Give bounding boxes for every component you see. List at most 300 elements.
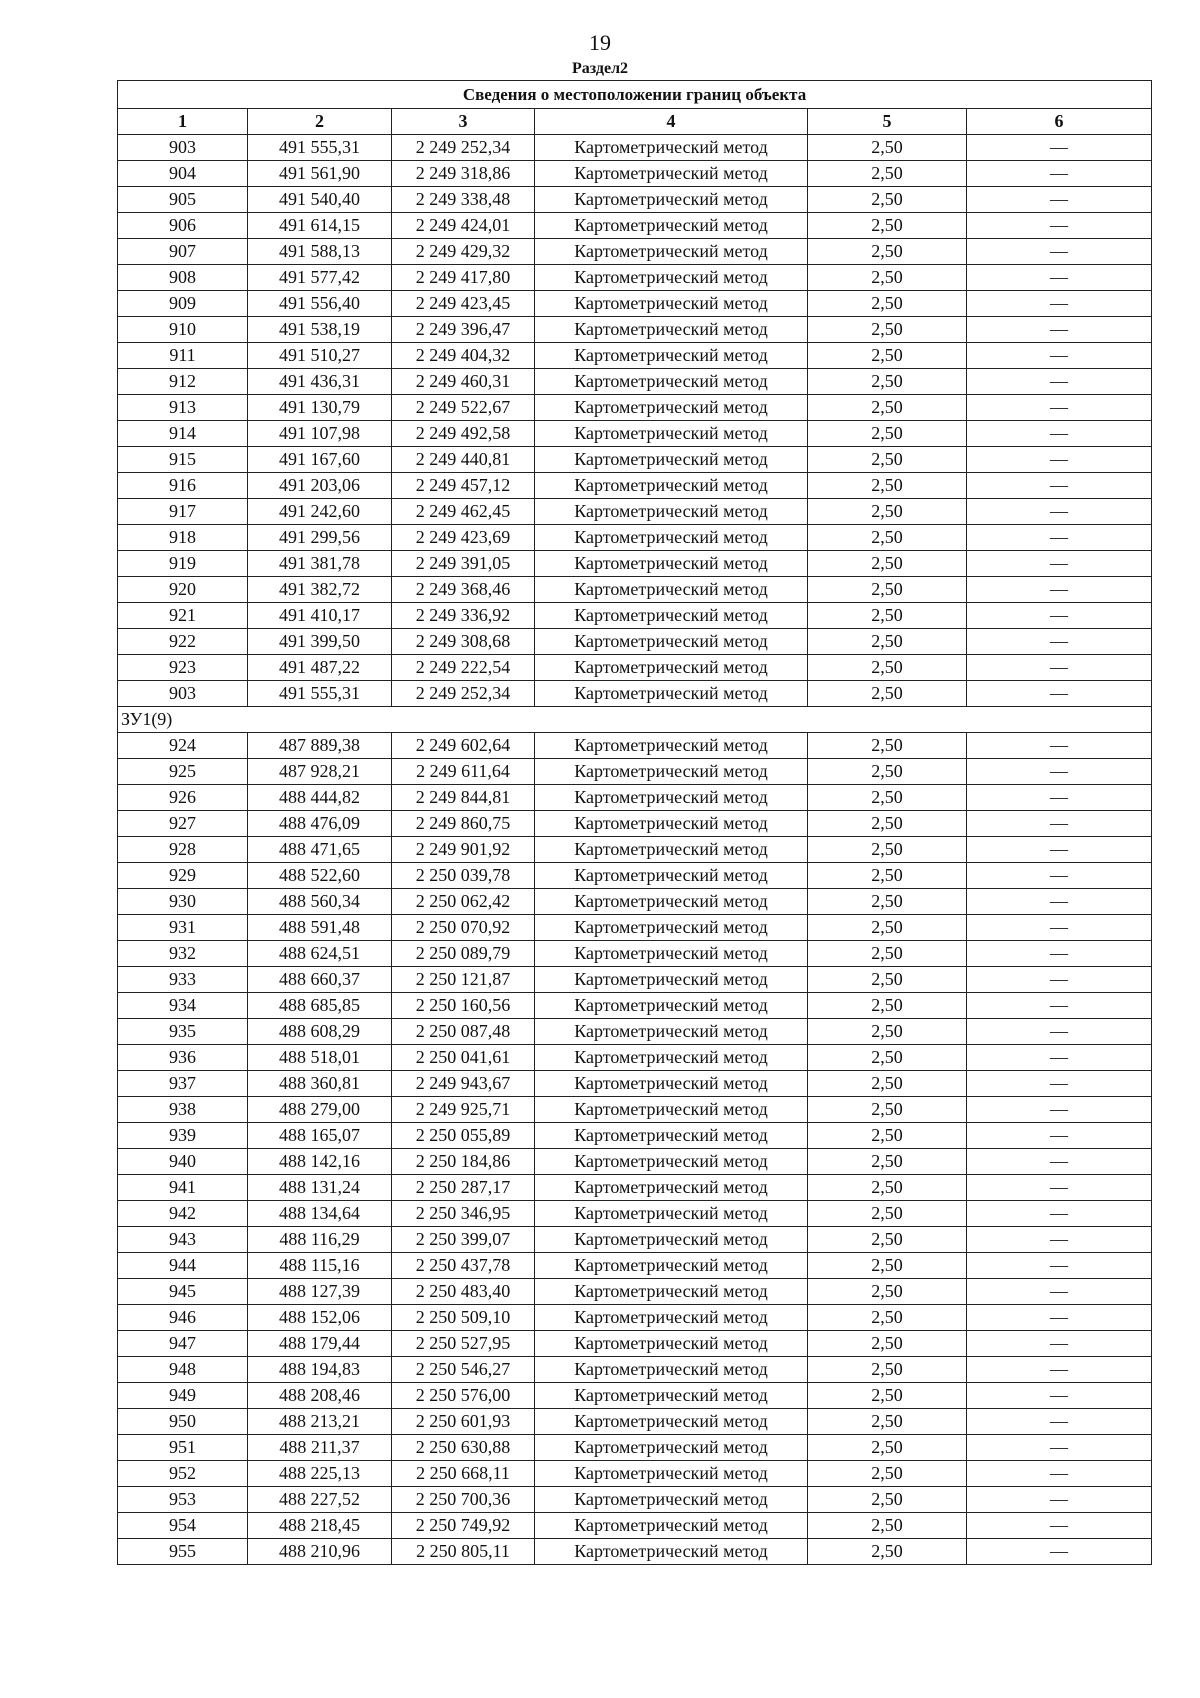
table-cell: 488 194,83 <box>248 1357 392 1383</box>
table-cell: 491 399,50 <box>248 629 392 655</box>
table-row <box>118 161 1152 187</box>
table-cell: Картометрический метод <box>535 239 808 265</box>
table-cell: Картометрический метод <box>535 1435 808 1461</box>
table-row <box>118 577 1152 603</box>
table-cell: — <box>967 473 1152 499</box>
table-cell: 488 142,16 <box>248 1149 392 1175</box>
table-row <box>118 941 1152 967</box>
table-cell: 2 249 423,69 <box>392 525 535 551</box>
table-row <box>118 1539 1152 1565</box>
table-cell: — <box>967 135 1152 161</box>
column-header: 1 <box>118 109 248 135</box>
table-cell: — <box>967 1279 1152 1305</box>
table-cell: 2,50 <box>808 473 967 499</box>
coordinates-table <box>117 80 1152 1565</box>
table-cell: 488 476,09 <box>248 811 392 837</box>
table-cell: 906 <box>118 213 248 239</box>
table-cell: Картометрический метод <box>535 161 808 187</box>
table-row <box>118 655 1152 681</box>
table-row <box>118 1227 1152 1253</box>
table-cell: Картометрический метод <box>535 1123 808 1149</box>
table-cell: — <box>967 915 1152 941</box>
table-cell: 2,50 <box>808 1227 967 1253</box>
table-cell: 488 179,44 <box>248 1331 392 1357</box>
table-cell: 2 250 184,86 <box>392 1149 535 1175</box>
table-row <box>118 759 1152 785</box>
table-cell: 949 <box>118 1383 248 1409</box>
table-cell: Картометрический метод <box>535 525 808 551</box>
table-cell: 488 134,64 <box>248 1201 392 1227</box>
table-cell: 939 <box>118 1123 248 1149</box>
table-cell: 2,50 <box>808 837 967 863</box>
table-cell: Картометрический метод <box>535 1019 808 1045</box>
table-cell: 918 <box>118 525 248 551</box>
table-cell: 2 249 423,45 <box>392 291 535 317</box>
column-header-row <box>118 109 1152 135</box>
table-cell: — <box>967 655 1152 681</box>
table-cell: — <box>967 863 1152 889</box>
table-cell: Картометрический метод <box>535 213 808 239</box>
table-cell: 940 <box>118 1149 248 1175</box>
table-cell: 488 518,01 <box>248 1045 392 1071</box>
table-cell: — <box>967 447 1152 473</box>
table-cell: 491 107,98 <box>248 421 392 447</box>
table-cell: — <box>967 1435 1152 1461</box>
table-cell: 930 <box>118 889 248 915</box>
table-cell: 488 624,51 <box>248 941 392 967</box>
table-cell: — <box>967 1305 1152 1331</box>
table-cell: 2,50 <box>808 525 967 551</box>
table-cell: 2,50 <box>808 1175 967 1201</box>
table-cell: 2 249 222,54 <box>392 655 535 681</box>
table-cell: — <box>967 187 1152 213</box>
table-row <box>118 317 1152 343</box>
table-cell: 491 167,60 <box>248 447 392 473</box>
table-cell: 2,50 <box>808 1305 967 1331</box>
table-cell: Картометрический метод <box>535 1279 808 1305</box>
table-cell: 2,50 <box>808 1201 967 1227</box>
table-cell: — <box>967 941 1152 967</box>
table-row <box>118 837 1152 863</box>
table-cell: Картометрический метод <box>535 941 808 967</box>
table-cell: — <box>967 1409 1152 1435</box>
table-cell: 491 410,17 <box>248 603 392 629</box>
table-cell: — <box>967 525 1152 551</box>
table-cell: — <box>967 1123 1152 1149</box>
table-cell: 908 <box>118 265 248 291</box>
table-cell: 491 242,60 <box>248 499 392 525</box>
table-cell: 2 249 368,46 <box>392 577 535 603</box>
table-row <box>118 369 1152 395</box>
table-cell: 2 249 336,92 <box>392 603 535 629</box>
table-cell: — <box>967 343 1152 369</box>
table-cell: Картометрический метод <box>535 785 808 811</box>
table-cell: 2,50 <box>808 343 967 369</box>
table-row <box>118 1357 1152 1383</box>
table-cell: 2 249 602,64 <box>392 733 535 759</box>
table-cell: 921 <box>118 603 248 629</box>
table-cell: Картометрический метод <box>535 681 808 707</box>
table-cell: 2,50 <box>808 1435 967 1461</box>
table-cell: Картометрический метод <box>535 655 808 681</box>
table-cell: 922 <box>118 629 248 655</box>
table-cell: 925 <box>118 759 248 785</box>
table-cell: 941 <box>118 1175 248 1201</box>
table-cell: 2 249 417,80 <box>392 265 535 291</box>
table-cell: 488 227,52 <box>248 1487 392 1513</box>
table-cell: 488 471,65 <box>248 837 392 863</box>
table-cell: 932 <box>118 941 248 967</box>
table-row <box>118 811 1152 837</box>
table-row <box>118 1279 1152 1305</box>
table-cell: 2,50 <box>808 759 967 785</box>
table-row <box>118 343 1152 369</box>
table-row <box>118 1097 1152 1123</box>
table-cell: — <box>967 395 1152 421</box>
table-cell: Картометрический метод <box>535 187 808 213</box>
table-row <box>118 915 1152 941</box>
table-cell: 936 <box>118 1045 248 1071</box>
table-cell: — <box>967 837 1152 863</box>
table-row <box>118 1071 1152 1097</box>
table-cell: — <box>967 161 1152 187</box>
column-header: 5 <box>808 109 967 135</box>
table-row <box>118 889 1152 915</box>
table-cell: 487 889,38 <box>248 733 392 759</box>
table-cell: 2,50 <box>808 1487 967 1513</box>
table-cell: 2,50 <box>808 1071 967 1097</box>
table-row <box>118 1253 1152 1279</box>
table-cell: Картометрический метод <box>535 967 808 993</box>
table-cell: 2,50 <box>808 1409 967 1435</box>
table-cell: Картометрический метод <box>535 499 808 525</box>
table-cell: Картометрический метод <box>535 811 808 837</box>
table-row <box>118 135 1152 161</box>
table-cell: Картометрический метод <box>535 291 808 317</box>
table-cell: 491 299,56 <box>248 525 392 551</box>
table-cell: — <box>967 1175 1152 1201</box>
table-cell: 2 249 860,75 <box>392 811 535 837</box>
table-cell: 2 249 611,64 <box>392 759 535 785</box>
table-cell: 937 <box>118 1071 248 1097</box>
table-cell: 2 249 404,32 <box>392 343 535 369</box>
table-cell: 2,50 <box>808 629 967 655</box>
table-cell: 2 250 601,93 <box>392 1409 535 1435</box>
table-cell: 488 660,37 <box>248 967 392 993</box>
table-cell: 488 208,46 <box>248 1383 392 1409</box>
table-cell: 2,50 <box>808 1383 967 1409</box>
table-cell: 488 211,37 <box>248 1435 392 1461</box>
table-cell: 2 250 483,40 <box>392 1279 535 1305</box>
table-cell: 488 279,00 <box>248 1097 392 1123</box>
table-cell: 2 249 457,12 <box>392 473 535 499</box>
table-row <box>118 239 1152 265</box>
table-cell: — <box>967 317 1152 343</box>
table-cell: — <box>967 369 1152 395</box>
table-cell: 2 249 901,92 <box>392 837 535 863</box>
table-cell: 2,50 <box>808 499 967 525</box>
table-cell: Картометрический метод <box>535 551 808 577</box>
table-cell: 2 250 749,92 <box>392 1513 535 1539</box>
table-cell: 2 250 509,10 <box>392 1305 535 1331</box>
table-cell: 2,50 <box>808 1019 967 1045</box>
table-cell: 488 213,21 <box>248 1409 392 1435</box>
table-cell: Картометрический метод <box>535 863 808 889</box>
table-cell: 955 <box>118 1539 248 1565</box>
table-cell: — <box>967 811 1152 837</box>
table-cell: 491 130,79 <box>248 395 392 421</box>
column-header: 4 <box>535 109 808 135</box>
table-cell: 912 <box>118 369 248 395</box>
table-cell: 491 381,78 <box>248 551 392 577</box>
table-row <box>118 1461 1152 1487</box>
table-cell: 903 <box>118 135 248 161</box>
table-row <box>118 629 1152 655</box>
table-cell: 488 591,48 <box>248 915 392 941</box>
table-row <box>118 733 1152 759</box>
table-cell: 2,50 <box>808 889 967 915</box>
table-row <box>118 1331 1152 1357</box>
table-cell: Картометрический метод <box>535 577 808 603</box>
table-cell: 2 249 396,47 <box>392 317 535 343</box>
table-cell: Картометрический метод <box>535 1331 808 1357</box>
table-cell: 491 614,15 <box>248 213 392 239</box>
table-cell: Картометрический метод <box>535 1045 808 1071</box>
table-row <box>118 291 1152 317</box>
table-cell: Картометрический метод <box>535 915 808 941</box>
table-cell: 2 249 252,34 <box>392 135 535 161</box>
table-cell: 2,50 <box>808 1253 967 1279</box>
table-cell: — <box>967 1071 1152 1097</box>
table-cell: — <box>967 1253 1152 1279</box>
table-cell: 2,50 <box>808 421 967 447</box>
table-cell: — <box>967 1383 1152 1409</box>
table-cell: 903 <box>118 681 248 707</box>
table-cell: 2 250 805,11 <box>392 1539 535 1565</box>
section-title: Раздел2 <box>571 60 629 77</box>
table-cell: 2,50 <box>808 135 967 161</box>
table-cell: 2 250 062,42 <box>392 889 535 915</box>
table-cell: 491 510,27 <box>248 343 392 369</box>
table-cell: 2 250 089,79 <box>392 941 535 967</box>
table-cell: Картометрический метод <box>535 447 808 473</box>
table-cell: 929 <box>118 863 248 889</box>
table-cell: Картометрический метод <box>535 837 808 863</box>
table-cell: 951 <box>118 1435 248 1461</box>
table-cell: 923 <box>118 655 248 681</box>
table-cell: 2,50 <box>808 161 967 187</box>
table-cell: — <box>967 759 1152 785</box>
table-cell: 907 <box>118 239 248 265</box>
table-cell: Картометрический метод <box>535 1539 808 1565</box>
table-cell: — <box>967 1357 1152 1383</box>
table-row <box>118 863 1152 889</box>
table-cell: — <box>967 551 1152 577</box>
table-cell: Картометрический метод <box>535 1201 808 1227</box>
table-cell: 488 522,60 <box>248 863 392 889</box>
table-row <box>118 265 1152 291</box>
table-cell: — <box>967 239 1152 265</box>
table-cell: 2 250 546,27 <box>392 1357 535 1383</box>
table-cell: 488 560,34 <box>248 889 392 915</box>
table-cell: — <box>967 213 1152 239</box>
page-number: 19 <box>589 30 611 55</box>
table-cell: Картометрический метод <box>535 993 808 1019</box>
table-cell: 2 250 630,88 <box>392 1435 535 1461</box>
table-cell: 2 250 700,36 <box>392 1487 535 1513</box>
table-cell: — <box>967 733 1152 759</box>
table-cell: 935 <box>118 1019 248 1045</box>
table-cell: 488 225,13 <box>248 1461 392 1487</box>
table-cell: 2,50 <box>808 239 967 265</box>
table-cell: Картометрический метод <box>535 265 808 291</box>
table-cell: 2 250 041,61 <box>392 1045 535 1071</box>
table-cell: 2 249 462,45 <box>392 499 535 525</box>
table-cell: 2 249 391,05 <box>392 551 535 577</box>
table-cell: 2 249 943,67 <box>392 1071 535 1097</box>
table-row <box>118 499 1152 525</box>
table-cell: 2 250 346,95 <box>392 1201 535 1227</box>
table-cell: Картометрический метод <box>535 369 808 395</box>
table-cell: 2,50 <box>808 655 967 681</box>
table-cell: 948 <box>118 1357 248 1383</box>
group-label: ЗУ1(9) <box>118 707 1152 733</box>
table-cell: — <box>967 993 1152 1019</box>
table-cell: 2,50 <box>808 1097 967 1123</box>
table-cell: Картометрический метод <box>535 733 808 759</box>
table-row <box>118 1383 1152 1409</box>
table-row <box>118 1513 1152 1539</box>
table-cell: 2,50 <box>808 1461 967 1487</box>
table-cell: 2 250 087,48 <box>392 1019 535 1045</box>
table-row <box>118 525 1152 551</box>
table-cell: 491 436,31 <box>248 369 392 395</box>
table-cell: 954 <box>118 1513 248 1539</box>
table-cell: 2,50 <box>808 265 967 291</box>
table-cell: — <box>967 681 1152 707</box>
table-cell: 904 <box>118 161 248 187</box>
table-cell: 2,50 <box>808 941 967 967</box>
table-cell: 488 131,24 <box>248 1175 392 1201</box>
table-cell: 919 <box>118 551 248 577</box>
table-cell: 488 218,45 <box>248 1513 392 1539</box>
table-row <box>118 187 1152 213</box>
table-cell: 488 360,81 <box>248 1071 392 1097</box>
table-cell: 491 538,19 <box>248 317 392 343</box>
table-cell: 2 250 527,95 <box>392 1331 535 1357</box>
table-cell: 2,50 <box>808 395 967 421</box>
table-cell: 915 <box>118 447 248 473</box>
table-cell: 488 444,82 <box>248 785 392 811</box>
table-cell: Картометрический метод <box>535 1149 808 1175</box>
table-cell: 491 382,72 <box>248 577 392 603</box>
table-row <box>118 1487 1152 1513</box>
table-cell: — <box>967 1201 1152 1227</box>
table-cell: Картометрический метод <box>535 343 808 369</box>
table-cell: 920 <box>118 577 248 603</box>
table-cell: Картометрический метод <box>535 1487 808 1513</box>
column-header: 6 <box>967 109 1152 135</box>
table-cell: Картометрический метод <box>535 135 808 161</box>
table-cell: 488 115,16 <box>248 1253 392 1279</box>
table-cell: 905 <box>118 187 248 213</box>
table-cell: Картометрический метод <box>535 1383 808 1409</box>
table-cell: 944 <box>118 1253 248 1279</box>
table-cell: 2,50 <box>808 187 967 213</box>
table-cell: 2,50 <box>808 733 967 759</box>
table-cell: Картометрический метод <box>535 759 808 785</box>
table-cell: Картометрический метод <box>535 1253 808 1279</box>
table-cell: 926 <box>118 785 248 811</box>
table-cell: 2 249 308,68 <box>392 629 535 655</box>
table-row <box>118 785 1152 811</box>
table-cell: Картометрический метод <box>535 1513 808 1539</box>
table-cell: 2,50 <box>808 785 967 811</box>
table-cell: — <box>967 785 1152 811</box>
table-cell: 945 <box>118 1279 248 1305</box>
table-cell: 2,50 <box>808 681 967 707</box>
table-cell: 2 250 160,56 <box>392 993 535 1019</box>
table-cell: 2,50 <box>808 551 967 577</box>
column-header: 2 <box>248 109 392 135</box>
table-cell: Картометрический метод <box>535 1305 808 1331</box>
table-cell: 488 116,29 <box>248 1227 392 1253</box>
table-cell: 2,50 <box>808 915 967 941</box>
table-cell: — <box>967 1097 1152 1123</box>
table-cell: Картометрический метод <box>535 1175 808 1201</box>
table-cell: 491 577,42 <box>248 265 392 291</box>
table-cell: 913 <box>118 395 248 421</box>
table-cell: Картометрический метод <box>535 1097 808 1123</box>
table-cell: Картометрический метод <box>535 1409 808 1435</box>
table-cell: 924 <box>118 733 248 759</box>
table-cell: Картометрический метод <box>535 395 808 421</box>
table-cell: 488 608,29 <box>248 1019 392 1045</box>
table-cell: 2 250 070,92 <box>392 915 535 941</box>
table-row <box>118 447 1152 473</box>
table-cell: 910 <box>118 317 248 343</box>
table-cell: Картометрический метод <box>535 1227 808 1253</box>
table-cell: 2,50 <box>808 1331 967 1357</box>
table-cell: — <box>967 1331 1152 1357</box>
table-cell: 2 250 039,78 <box>392 863 535 889</box>
table-cell: 934 <box>118 993 248 1019</box>
table-cell: 2,50 <box>808 213 967 239</box>
table-cell: 2 250 576,00 <box>392 1383 535 1409</box>
table-cell: 491 487,22 <box>248 655 392 681</box>
table-cell: Картометрический метод <box>535 889 808 915</box>
table-cell: — <box>967 1045 1152 1071</box>
table-cell: Картометрический метод <box>535 1461 808 1487</box>
table-cell: 2 250 287,17 <box>392 1175 535 1201</box>
table-cell: 2 249 460,31 <box>392 369 535 395</box>
table-cell: 2 250 055,89 <box>392 1123 535 1149</box>
table-cell: 950 <box>118 1409 248 1435</box>
table-row <box>118 1409 1152 1435</box>
table-caption: Сведения о местоположении границ объекта <box>118 81 1152 109</box>
table-cell: — <box>967 421 1152 447</box>
table-cell: 2 249 925,71 <box>392 1097 535 1123</box>
table-cell: — <box>967 577 1152 603</box>
table-cell: 952 <box>118 1461 248 1487</box>
table-cell: 2,50 <box>808 1513 967 1539</box>
table-row <box>118 1123 1152 1149</box>
table-cell: 938 <box>118 1097 248 1123</box>
table-cell: — <box>967 291 1152 317</box>
column-header: 3 <box>392 109 535 135</box>
table-cell: 2,50 <box>808 577 967 603</box>
table-row <box>118 1149 1152 1175</box>
